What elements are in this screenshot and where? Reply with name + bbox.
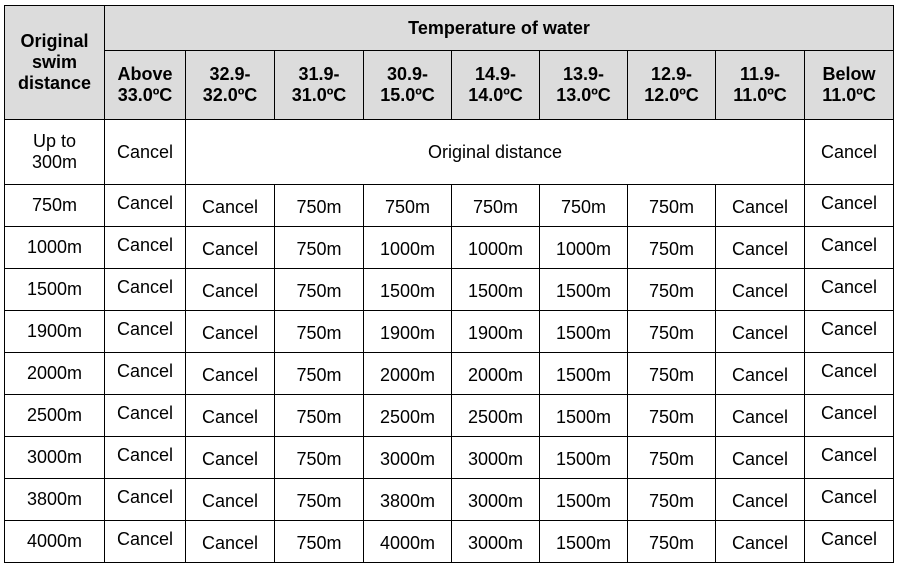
value-cell: 750m — [275, 395, 364, 437]
value-cell: 1000m — [540, 227, 628, 269]
distance-cell: 3800m — [5, 479, 105, 521]
value-cell: Cancel — [105, 269, 186, 311]
temperature-of-water-header: Temperature of water — [105, 6, 894, 51]
temperature-column-header: 13.9- 13.0ºC — [540, 51, 628, 120]
value-cell: 750m — [275, 353, 364, 395]
value-cell: Cancel — [105, 227, 186, 269]
value-cell: 1900m — [364, 311, 452, 353]
value-cell: Cancel — [805, 311, 894, 353]
value-cell: 750m — [275, 437, 364, 479]
temperature-column-header: 11.9- 11.0ºC — [716, 51, 805, 120]
temperature-column-header: Below 11.0ºC — [805, 51, 894, 120]
value-cell: 750m — [628, 479, 716, 521]
value-cell: 750m — [628, 185, 716, 227]
value-cell: Cancel — [186, 269, 275, 311]
value-cell: 750m — [628, 521, 716, 563]
value-cell: Cancel — [716, 521, 805, 563]
value-cell: 1500m — [540, 269, 628, 311]
distance-cell: 2000m — [5, 353, 105, 395]
value-cell: Cancel — [186, 185, 275, 227]
value-cell: 1000m — [364, 227, 452, 269]
value-cell: Cancel — [105, 395, 186, 437]
temperature-column-header: 14.9- 14.0ºC — [452, 51, 540, 120]
value-cell: Cancel — [186, 479, 275, 521]
value-cell: 750m — [628, 269, 716, 311]
value-cell: 3000m — [452, 479, 540, 521]
temperature-column-header: 31.9- 31.0ºC — [275, 51, 364, 120]
value-cell: 3800m — [364, 479, 452, 521]
value-cell: Cancel — [186, 521, 275, 563]
value-cell: Cancel — [716, 353, 805, 395]
table-row — [5, 227, 894, 269]
value-cell: Cancel — [805, 437, 894, 479]
value-cell: Cancel — [105, 521, 186, 563]
value-cell: 2500m — [452, 395, 540, 437]
value-cell: Cancel — [805, 479, 894, 521]
value-cell: 750m — [275, 185, 364, 227]
value-cell: 3000m — [452, 521, 540, 563]
table-row — [5, 269, 894, 311]
value-cell: Cancel — [105, 311, 186, 353]
value-cell: Cancel — [805, 395, 894, 437]
value-cell: Cancel — [716, 269, 805, 311]
value-cell: 1500m — [540, 395, 628, 437]
value-cell: 750m — [275, 521, 364, 563]
value-cell: 1500m — [540, 479, 628, 521]
value-cell: Cancel — [716, 437, 805, 479]
value-cell: 2500m — [364, 395, 452, 437]
value-cell: 1500m — [452, 269, 540, 311]
table-row — [5, 311, 894, 353]
original-distance-merged-cell: Original distance — [186, 120, 805, 185]
value-cell: 3000m — [452, 437, 540, 479]
value-cell: Cancel — [186, 395, 275, 437]
value-cell: 2000m — [452, 353, 540, 395]
value-cell: Cancel — [186, 353, 275, 395]
value-cell: 750m — [275, 227, 364, 269]
table-row — [5, 437, 894, 479]
value-cell: Cancel — [716, 395, 805, 437]
distance-cell: 1000m — [5, 227, 105, 269]
value-cell: 750m — [628, 395, 716, 437]
value-cell: Cancel — [805, 227, 894, 269]
value-cell: Cancel — [105, 437, 186, 479]
value-cell: Cancel — [716, 227, 805, 269]
value-cell: 750m — [275, 269, 364, 311]
temperature-column-header: Above 33.0ºC — [105, 51, 186, 120]
value-cell: Cancel — [186, 437, 275, 479]
value-cell: Cancel — [716, 311, 805, 353]
value-cell: 750m — [275, 479, 364, 521]
value-cell: 1500m — [540, 521, 628, 563]
value-cell: 750m — [628, 227, 716, 269]
table-row — [5, 395, 894, 437]
value-cell: 1000m — [452, 227, 540, 269]
distance-cell: 1500m — [5, 269, 105, 311]
value-cell: 1500m — [364, 269, 452, 311]
value-cell: Cancel — [105, 120, 186, 185]
value-cell: Cancel — [186, 311, 275, 353]
distance-cell: 4000m — [5, 521, 105, 563]
table-row — [5, 120, 894, 185]
table-row — [5, 185, 894, 227]
value-cell: 1500m — [540, 353, 628, 395]
distance-cell: 2500m — [5, 395, 105, 437]
value-cell: Cancel — [805, 120, 894, 185]
value-cell: Cancel — [805, 353, 894, 395]
value-cell: 750m — [628, 437, 716, 479]
value-cell: Cancel — [805, 185, 894, 227]
value-cell: 750m — [275, 311, 364, 353]
value-cell: Cancel — [105, 185, 186, 227]
temperature-column-header: 30.9- 15.0ºC — [364, 51, 452, 120]
temperature-column-header: 32.9- 32.0ºC — [186, 51, 275, 120]
value-cell: Cancel — [716, 479, 805, 521]
table-row — [5, 353, 894, 395]
value-cell: 4000m — [364, 521, 452, 563]
value-cell: Cancel — [716, 185, 805, 227]
original-swim-distance-header: Original swim distance — [5, 6, 105, 120]
value-cell: 750m — [364, 185, 452, 227]
distance-cell: 750m — [5, 185, 105, 227]
value-cell: 2000m — [364, 353, 452, 395]
value-cell: Cancel — [105, 353, 186, 395]
distance-cell: 1900m — [5, 311, 105, 353]
value-cell: 1900m — [452, 311, 540, 353]
value-cell: 750m — [628, 311, 716, 353]
distance-cell: 3000m — [5, 437, 105, 479]
water-temperature-swim-distance-table — [4, 5, 894, 563]
value-cell: 3000m — [364, 437, 452, 479]
value-cell: Cancel — [186, 227, 275, 269]
value-cell: 1500m — [540, 437, 628, 479]
table-row — [5, 479, 894, 521]
value-cell: 750m — [540, 185, 628, 227]
value-cell: Cancel — [105, 479, 186, 521]
table-row — [5, 521, 894, 563]
temperature-column-header: 12.9- 12.0ºC — [628, 51, 716, 120]
value-cell: 750m — [452, 185, 540, 227]
value-cell: 1500m — [540, 311, 628, 353]
value-cell: 750m — [628, 353, 716, 395]
value-cell: Cancel — [805, 521, 894, 563]
distance-cell: Up to 300m — [5, 120, 105, 185]
value-cell: Cancel — [805, 269, 894, 311]
